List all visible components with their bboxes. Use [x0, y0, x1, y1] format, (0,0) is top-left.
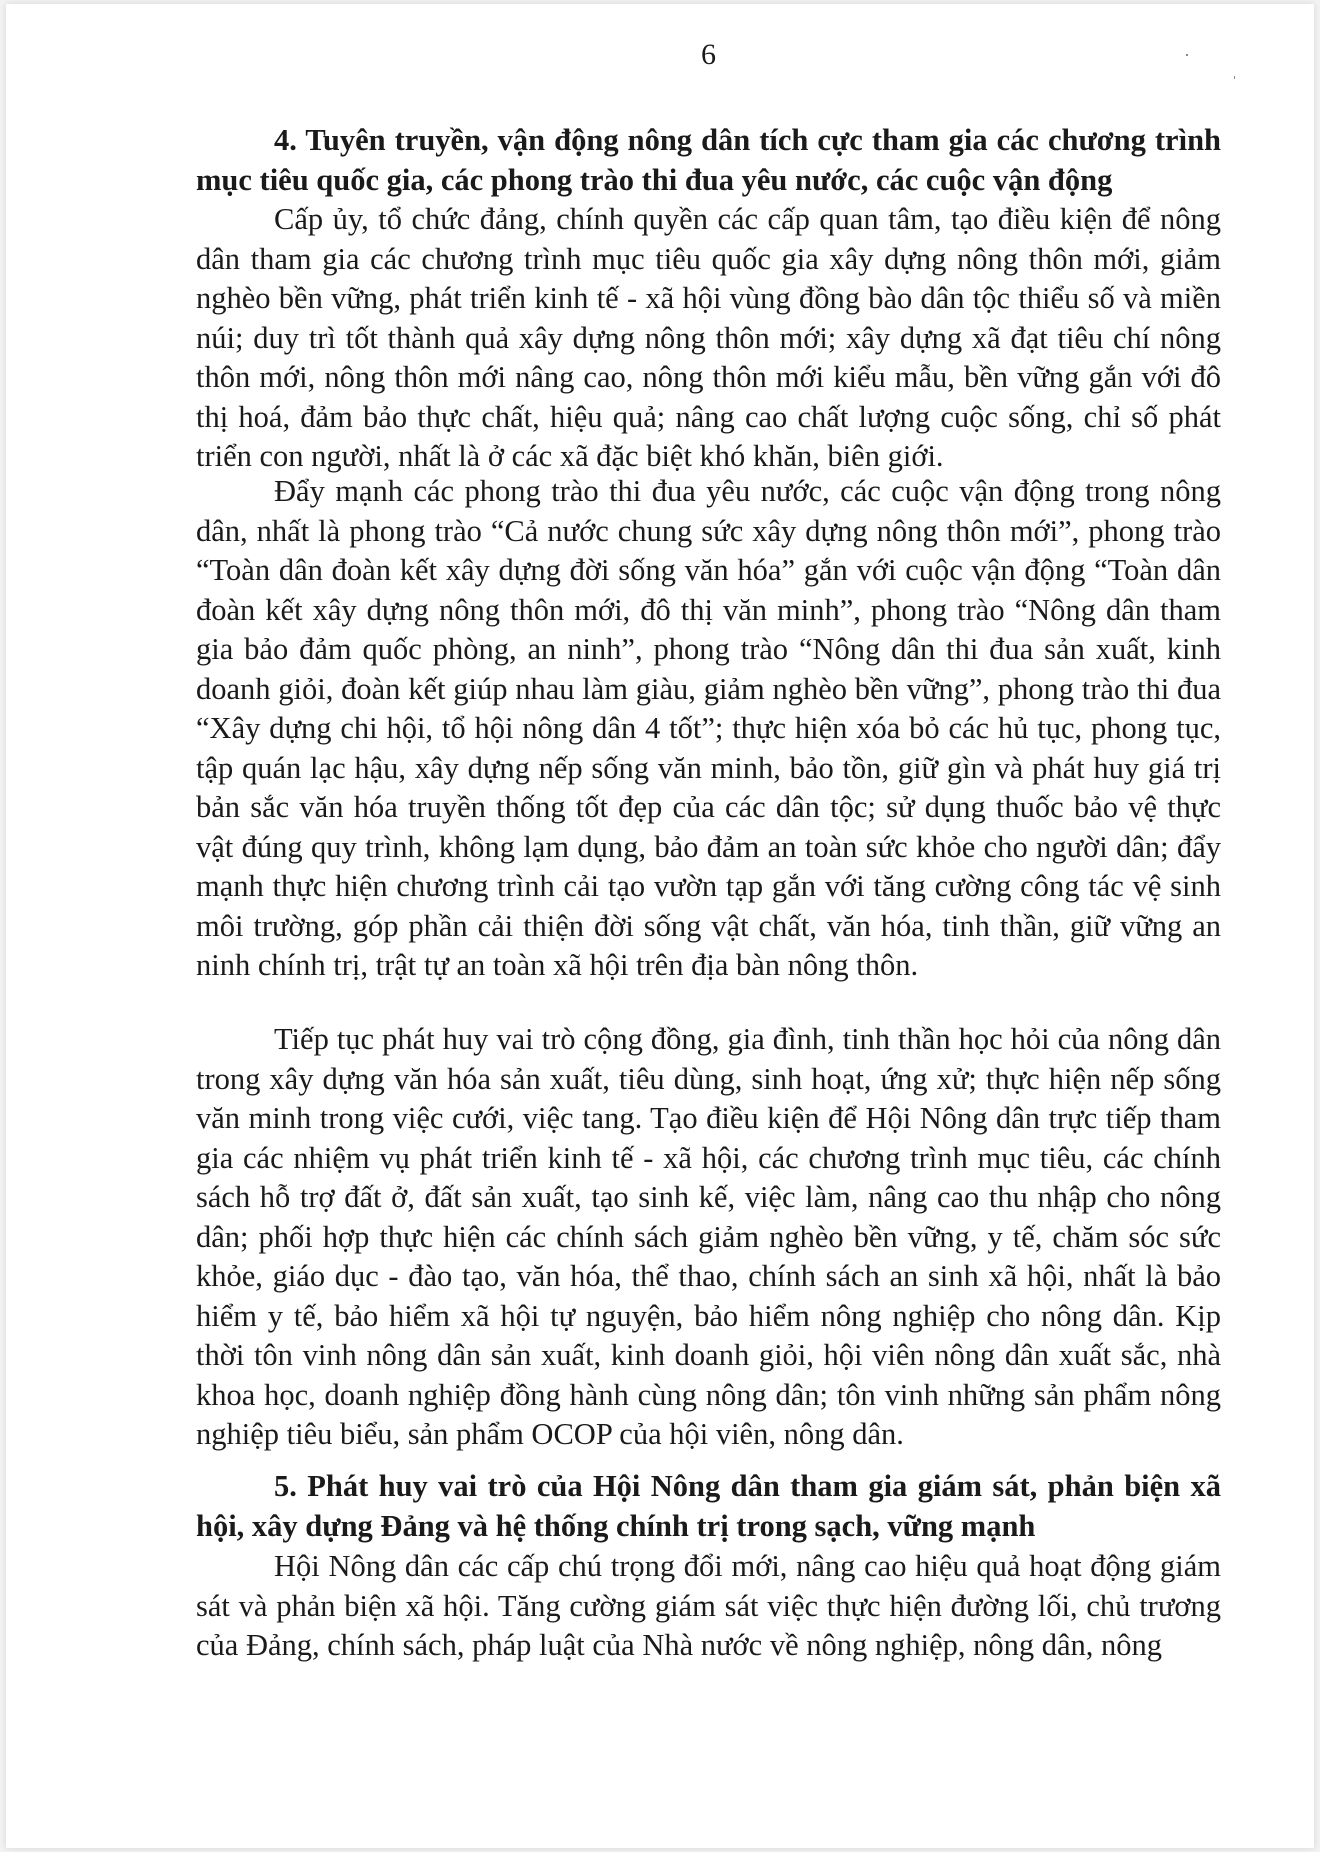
section-heading-4: 4. Tuyên truyền, vận động nông dân tích cực tham gia các chương trình mục tiêu quốc gia, các phong trào thi đua yêu nước, các cuộc vận động [196, 123, 1221, 197]
paragraph: Đẩy mạnh các phong trào thi đua yêu nước, các cuộc vận động trong nông dân, nhất là phong trào “Cả nước chung sức xây dựng nông thôn mới”, phong trào “Toàn dân đoàn kết xây dựng đời sống văn hóa” gắn với cuộc vận động “Toàn dân đoàn kết xây dựng nông thôn mới, đô thị văn minh”, phong trào “Nông dân tham gia bảo đảm quốc phòng, an ninh”, phong trào “Nông dân thi đua sản xuất, kinh doanh giỏi, đoàn kết giúp nhau làm giàu, giảm nghèo bền vững”, phong trào thi đua “Xây dựng chi hội, tổ hội nông dân 4 tốt”; thực hiện xóa bỏ các hủ tục, phong tục, tập quán lạc hậu, xây dựng nếp sống văn minh, bảo tồn, giữ gìn và phát huy giá trị bản sắc văn hóa truyền thống tốt đẹp của các dân tộc; sử dụng thuốc bảo vệ thực vật đúng quy trình, không lạm dụng, bảo đảm an toàn sức khỏe cho người dân; đẩy mạnh thực hiện chương trình cải tạo vườn tạp gắn với tăng cường công tác vệ sinh môi trường, góp phần cải thiện đời sống vật chất, văn hóa, tinh thần, giữ vững an ninh chính trị, trật tự an toàn xã hội trên địa bàn nông thôn. [196, 474, 1221, 982]
section-heading-5: 5. Phát huy vai trò của Hội Nông dân tham gia giám sát, phản biện xã hội, xây dựng Đảng và hệ thống chính trị trong sạch, vững mạnh [196, 1469, 1221, 1543]
paragraph: Hội Nông dân các cấp chú trọng đổi mới, nâng cao hiệu quả hoạt động giám sát và phản biện xã hội. Tăng cường giám sát việc thực hiện đường lối, chủ trương của Đảng, chính sách, pháp luật của Nhà nước về nông nghiệp, nông dân, nông [196, 1549, 1221, 1662]
document-page [6, 4, 1314, 1848]
scan-speck [1234, 76, 1235, 79]
page-number: 6 [701, 38, 716, 71]
paragraph: Cấp ủy, tổ chức đảng, chính quyền các cấp quan tâm, tạo điều kiện để nông dân tham gia các chương trình mục tiêu quốc gia xây dựng nông thôn mới, giảm nghèo bền vững, phát triển kinh tế - xã hội vùng đồng bào dân tộc thiểu số và miền núi; duy trì tốt thành quả xây dựng nông thôn mới; xây dựng xã đạt tiêu chí nông thôn mới, nông thôn mới nâng cao, nông thôn mới kiểu mẫu, bền vững gắn với đô thị hoá, đảm bảo thực chất, hiệu quả; nâng cao chất lượng cuộc sống, chỉ số phát triển con người, nhất là ở các xã đặc biệt khó khăn, biên giới. [196, 202, 1221, 473]
paragraph: Tiếp tục phát huy vai trò cộng đồng, gia đình, tinh thần học hỏi của nông dân trong xây dựng văn hóa sản xuất, tiêu dùng, sinh hoạt, ứng xử; thực hiện nếp sống văn minh trong việc cưới, việc tang. Tạo điều kiện để Hội Nông dân trực tiếp tham gia các nhiệm vụ phát triển kinh tế - xã hội, các chương trình mục tiêu, các chính sách hỗ trợ đất ở, đất sản xuất, tạo sinh kế, việc làm, nâng cao thu nhập cho nông dân; phối hợp thực hiện các chính sách giảm nghèo bền vững, y tế, chăm sóc sức khỏe, giáo dục - đào tạo, văn hóa, thể thao, chính sách an sinh xã hội, nhất là bảo hiểm y tế, bảo hiểm xã hội tự nguyện, bảo hiểm nông nghiệp cho nông dân. Kịp thời tôn vinh nông dân sản xuất, kinh doanh giỏi, hội viên nông dân xuất sắc, nhà khoa học, doanh nghiệp đồng hành cùng nông dân; tôn vinh những sản phẩm nông nghiệp tiêu biểu, sản phẩm OCOP của hội viên, nông dân. [196, 1022, 1221, 1451]
